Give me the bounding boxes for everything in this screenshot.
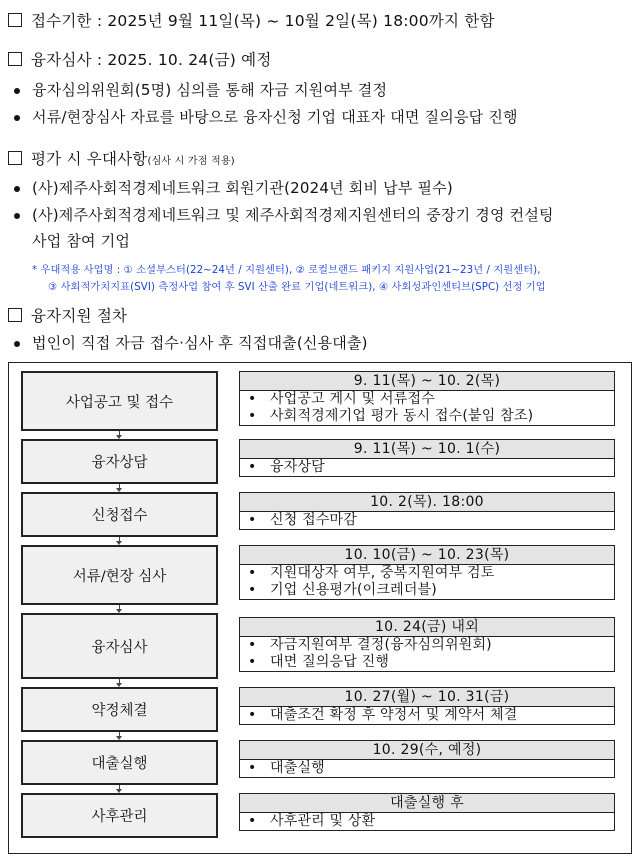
bullet-dot-icon [14,88,20,94]
review-bullet-1: 융자심의위원회(5명) 심의를 통해 자금 지원여부 결정 [32,81,388,99]
arrow-down-icon [116,609,122,613]
review-bullet-2: 서류/현장심사 자료를 바탕으로 융자신청 기업 대표자 대면 질의응답 진행 [32,108,518,126]
step-box: 신청접수 [21,492,218,537]
procedure-heading: 융자지원 절차 [8,304,127,326]
step-detail-panel [239,371,615,426]
step-item: • 기업 신용평가(이크레더블) [240,582,614,599]
bullet-dot-icon [14,341,20,347]
step-detail-panel [239,617,615,672]
preference-bullet-2-cont: 사업 참여 기업 [32,232,131,250]
step-date: 10. 29(수, 예정) [240,741,614,760]
bullet-dot-icon [14,213,20,219]
step-detail-panel [239,793,615,831]
arrow-down-icon [116,789,122,793]
step-box: 융자상담 [21,439,218,484]
arrow-down-icon [116,736,122,740]
step-detail-panel [239,687,615,725]
preference-note-line-2: ③ 사회적가치지표(SVI) 측정사업 참여 후 SVI 산출 완료 기업(네트워크), ④ 사회성과인센티브(SPC) 선정 기업 [48,282,546,293]
preference-heading: 평가 시 우대사항(심사 시 가점 적용) [8,147,235,169]
step-date: 9. 11(목) ~ 10. 2(목) [240,372,614,391]
review-heading: 융자심사 : 2025. 10. 24(금) 예정 [8,48,272,70]
procedure-bullet-1: 법인이 직접 자금 접수·심사 후 직접대출(신용대출) [32,334,368,352]
checkbox-square-icon [8,308,22,322]
step-detail-panel [239,492,615,530]
step-detail-panel [239,439,615,477]
step-detail-panel [239,740,615,778]
step-date: 10. 10(금) ~ 10. 23(목) [240,546,614,565]
step-item: • 대출실행 [240,760,614,777]
step-box: 서류/현장 심사 [21,545,218,605]
step-detail-panel [239,545,615,600]
step-item: • 사업공고 게시 및 서류접수 [240,391,614,408]
step-item: • 대면 질의응답 진행 [240,654,614,671]
arrow-down-icon [116,683,122,687]
arrow-down-icon [116,541,122,545]
checkbox-square-icon [8,151,22,165]
arrow-down-icon [116,435,122,439]
step-item: • 사회적경제기업 평가 동시 접수(붙임 참조) [240,408,614,425]
procedure-flow [8,362,632,854]
preference-bullet-1: (사)제주사회적경제네트워크 회원기관(2024년 회비 납부 필수) [32,179,453,197]
step-item: • 사후관리 및 상환 [240,813,614,830]
step-date: 대출실행 후 [240,794,614,813]
deadline-heading: 접수기한 : 2025년 9월 11일(목) ~ 10월 2일(목) 18:00까지 한함 [8,9,495,31]
preference-note-line-1: * 우대적용 사업명 : ① 소셜부스터(22~24년 / 지원센터), ② 로컬브랜드 패키지 지원사업(21~23년 / 지원센터), [32,265,541,276]
step-date: 10. 24(금) 내외 [240,618,614,637]
checkbox-square-icon [8,52,22,66]
bullet-dot-icon [14,115,20,121]
step-date: 10. 2(목). 18:00 [240,493,614,512]
step-item: • 자금지원여부 결정(융자심의위원회) [240,637,614,654]
step-box: 사후관리 [21,793,218,838]
preference-bullet-2: (사)제주사회적경제네트워크 및 제주사회적경제지원센터의 중장기 경영 컨설팅 [32,206,554,224]
step-box: 약정체결 [21,687,218,732]
step-date: 10. 27(월) ~ 10. 31(금) [240,688,614,707]
step-item: • 대출조건 확정 후 약정서 및 계약서 체결 [240,707,614,724]
arrow-down-icon [116,488,122,492]
step-box: 사업공고 및 접수 [21,371,218,431]
step-item: • 지원대상자 여부, 중복지원여부 검토 [240,565,614,582]
step-box: 융자심사 [21,613,218,679]
bullet-dot-icon [14,186,20,192]
step-date: 9. 11(목) ~ 10. 1(수) [240,440,614,459]
step-item: • 신청 접수마감 [240,512,614,529]
step-box: 대출실행 [21,740,218,785]
checkbox-square-icon [8,13,22,27]
step-item: • 융자상담 [240,459,614,476]
